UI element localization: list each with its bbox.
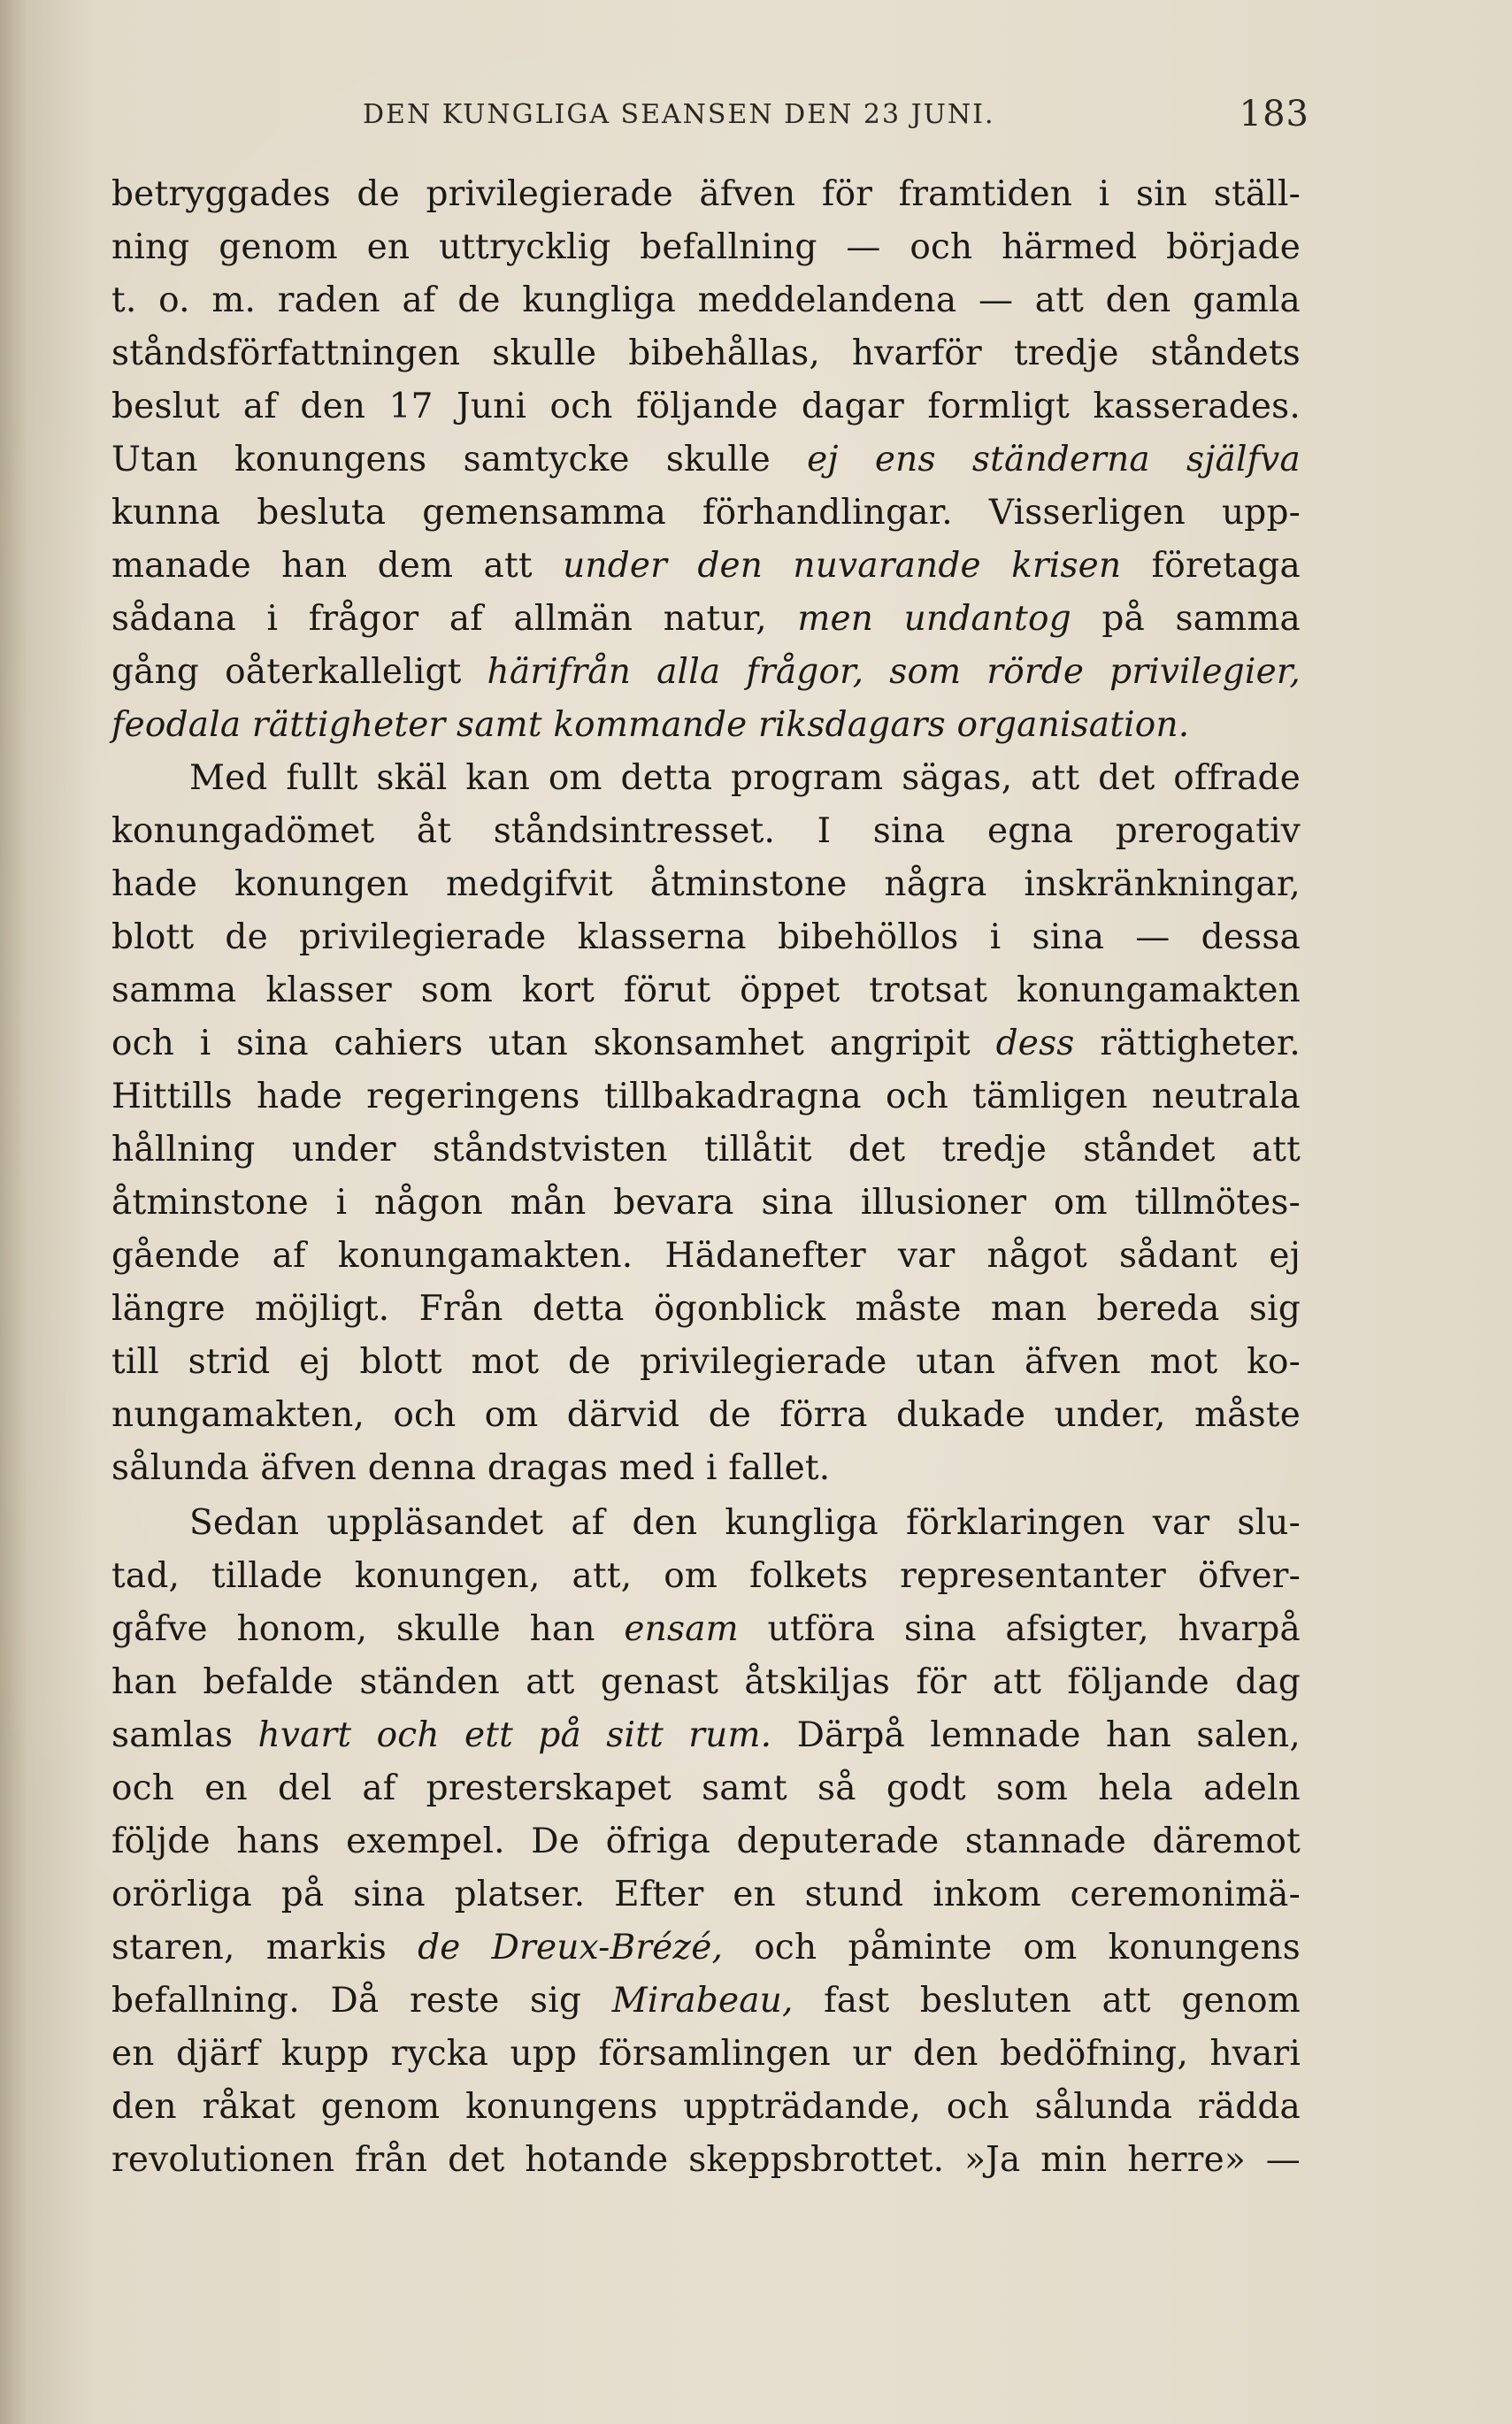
italic-text: dess bbox=[995, 1024, 1075, 1063]
text-line: den råkat genom konungens uppträdande, och sålunda rädda bbox=[111, 2087, 1301, 2127]
text-line: en djärf kupp rycka upp församlingen ur den bedöfning, hvari bbox=[111, 2034, 1301, 2074]
text-line: längre möjligt. Från detta ögonblick måste man bereda sig bbox=[111, 1289, 1301, 1329]
text-line: manade han dem att under den nuvarande krisen företaga bbox=[111, 546, 1301, 586]
text-line: gåfve honom, skulle han ensam utföra sina afsigter, hvarpå bbox=[111, 1609, 1301, 1649]
page-header bbox=[115, 94, 1309, 143]
text-line: till strid ej blott mot de privilegierade utan äfven mot ko- bbox=[111, 1342, 1301, 1382]
text-line: staren, markis de Dreux-Brézé, och påminte om konungens bbox=[111, 1928, 1301, 1968]
body-text bbox=[111, 168, 1301, 2187]
text-line: gång oåterkalleligt härifrån alla frågor, som rörde privilegier, bbox=[111, 652, 1301, 692]
text-line: och en del af presterskapet samt så godt som hela adeln bbox=[111, 1768, 1301, 1808]
text-line: tad, tillade konungen, att, om folkets representanter öfver- bbox=[111, 1556, 1301, 1596]
text-line: och i sina cahiers utan skonsamhet angripit dess rättigheter. bbox=[111, 1024, 1301, 1063]
text-line: gående af konungamakten. Hädanefter var något sådant ej bbox=[111, 1236, 1301, 1276]
italic-text: hvart och ett på sitt rum. bbox=[257, 1715, 772, 1755]
text-line: kunna besluta gemensamma förhandlingar. Visserligen upp- bbox=[111, 493, 1301, 533]
italic-text: härifrån alla frågor, som rörde privilegier, bbox=[487, 652, 1301, 692]
text-line: samma klasser som kort förut öppet trotsat konungamakten bbox=[111, 970, 1301, 1010]
text-line: Utan konungens samtycke skulle ej ens ständerna själfva bbox=[111, 440, 1301, 479]
italic-text: Mirabeau, bbox=[611, 1981, 794, 2021]
text-line: hållning under ståndstvisten tillåtit det tredje ståndet att bbox=[111, 1130, 1301, 1170]
text-line bbox=[111, 699, 1301, 752]
text-line: blott de privilegierade klasserna bibehöllos i sina — dessa bbox=[111, 917, 1301, 957]
text-line: åtminstone i någon mån bevara sina illusioner om tillmötes- bbox=[111, 1183, 1301, 1223]
running-title: DEN KUNGLIGA SEANSEN DEN 23 JUNI. bbox=[363, 99, 995, 130]
italic-text: men undantog bbox=[797, 599, 1071, 639]
text-line: han befalde ständen att genast åtskiljas för att följande dag bbox=[111, 1662, 1301, 1702]
text-line: beslut af den 17 Juni och följande dagar formligt kasserades. bbox=[111, 387, 1301, 426]
text-line: ning genom en uttrycklig befallning — och härmed började bbox=[111, 227, 1301, 267]
text-line: hade konungen medgifvit åtminstone några inskränkningar, bbox=[111, 864, 1301, 904]
italic-text: ej ens ständerna själfva bbox=[807, 440, 1301, 479]
text-line: sådana i frågor af allmän natur, men undantog på samma bbox=[111, 599, 1301, 639]
text-line: ståndsförfattningen skulle bibehållas, hvarför tredje ståndets bbox=[111, 334, 1301, 373]
text-line: Med fullt skäl kan om detta program sägas, att det offrade bbox=[189, 758, 1301, 798]
text-line: följde hans exempel. De öfriga deputerade stannade däremot bbox=[111, 1822, 1301, 1861]
page-number: 183 bbox=[1239, 94, 1309, 134]
italic-text: de Dreux-Brézé, bbox=[418, 1928, 724, 1968]
text-line: t. o. m. raden af de kungliga meddelandena — att den gamla bbox=[111, 280, 1301, 320]
text-line: konungadömet åt ståndsintresset. I sina egna prerogativ bbox=[111, 811, 1301, 851]
text-line: Sedan uppläsandet af den kungliga förklaringen var slu- bbox=[189, 1503, 1301, 1543]
italic-text: ensam bbox=[624, 1609, 739, 1649]
text-line: revolutionen från det hotande skeppsbrottet. »Ja min herre» — bbox=[111, 2140, 1301, 2180]
text-line: samlas hvart och ett på sitt rum. Därpå lemnade han salen, bbox=[111, 1715, 1301, 1755]
text-line: betryggades de privilegierade äfven för framtiden i sin ställ- bbox=[111, 174, 1301, 214]
italic-text: feodala rättigheter samt kommande riksdagars organisation. bbox=[111, 705, 1190, 745]
text-line: sålunda äfven denna dragas med i fallet. bbox=[111, 1448, 831, 1488]
text-line: nungamakten, och om därvid de förra dukade under, måste bbox=[111, 1395, 1301, 1435]
italic-text: under den nuvarande krisen bbox=[563, 546, 1122, 586]
text-line: befallning. Då reste sig Mirabeau, fast besluten att genom bbox=[111, 1981, 1301, 2021]
text-line: Hittills hade regeringens tillbakadragna och tämligen neutrala bbox=[111, 1077, 1301, 1116]
text-line: orörliga på sina platser. Efter en stund inkom ceremonimä- bbox=[111, 1875, 1301, 1914]
